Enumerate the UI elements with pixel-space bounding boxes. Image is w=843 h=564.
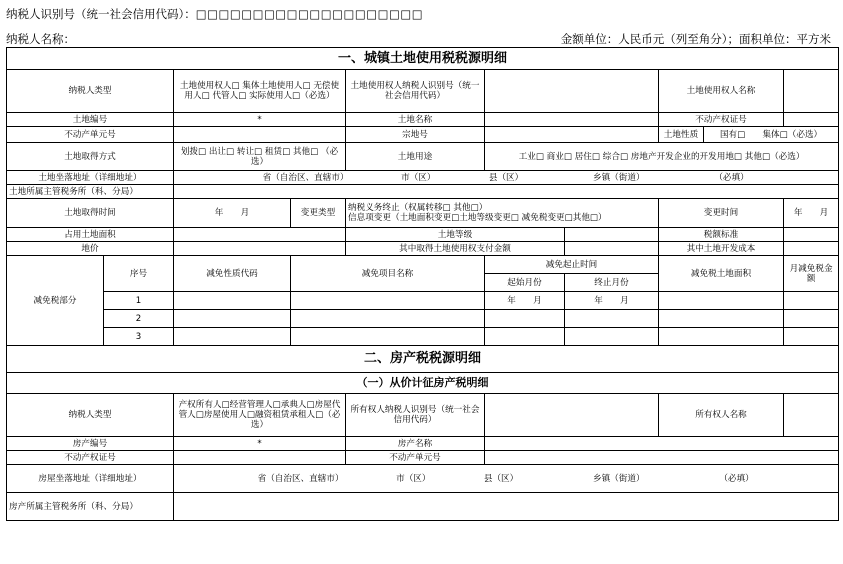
acquire-time-label: 土地取得时间 — [7, 199, 174, 228]
relief-area-input[interactable] — [659, 292, 784, 310]
relief-area-header: 减免税土地面积 — [659, 256, 784, 292]
owner-id-label: 所有权人纳税人识别号（统一社会信用代码） — [346, 394, 485, 437]
taxpayer-name-label: 纳税人名称： — [6, 32, 75, 46]
house-tax-office-label: 房产所属主管税务所（科、分局） — [7, 493, 174, 521]
relief-start-month[interactable] — [485, 310, 565, 328]
land-addr-province: 省（自治区、直辖市） — [262, 172, 349, 183]
land-addr-city: 市（区） — [401, 172, 436, 183]
dev-cost-input[interactable] — [784, 242, 839, 256]
relief-row-seq: 3 — [104, 328, 174, 346]
parcel-label: 宗地号 — [346, 127, 485, 143]
house-realty-unit-label: 不动产单元号 — [346, 451, 485, 465]
house-addr-county: 县（区） — [483, 473, 519, 484]
land-user-name-input[interactable] — [784, 70, 839, 113]
house-subsection-title: （一）从价计征房产税明细 — [7, 373, 839, 394]
relief-item-header: 减免项目名称 — [291, 256, 485, 292]
relief-area-input[interactable] — [659, 328, 784, 346]
relief-row-seq: 1 — [104, 292, 174, 310]
owner-id-input[interactable] — [485, 394, 659, 437]
dev-cost-label: 其中土地开发成本 — [659, 242, 784, 256]
land-price-label: 地价 — [7, 242, 174, 256]
change-type-options[interactable] — [346, 199, 659, 228]
house-address-label: 房屋坐落地址（详细地址） — [7, 465, 174, 493]
monthly-relief-input[interactable] — [784, 328, 839, 346]
house-realty-cert-input[interactable] — [174, 451, 346, 465]
house-section-title: 二、房产税税源明细 — [7, 346, 839, 373]
monthly-relief-input[interactable] — [784, 310, 839, 328]
relief-section-label: 减免税部分 — [7, 256, 104, 346]
house-addr-required: （必填） — [719, 473, 754, 484]
relief-item-input[interactable] — [291, 310, 485, 328]
change-time-value[interactable]: 年 月 — [784, 199, 839, 228]
land-user-name-label: 土地使用权人名称 — [659, 70, 784, 113]
units-note: 金额单位：人民币元（列至角分）；面积单位：平方米 — [560, 32, 831, 46]
taxpayer-id-label: 纳税人识别号（统一社会信用代码）： — [6, 7, 196, 21]
land-nature-label: 土地性质 — [659, 127, 704, 143]
house-no-star: * — [174, 437, 346, 451]
house-addr-city: 市（区） — [396, 473, 431, 484]
relief-seq-header: 序号 — [104, 256, 174, 292]
land-name-input[interactable] — [485, 113, 659, 127]
house-addr-town: 乡镇（街道） — [592, 473, 645, 484]
change-line-termination: 纳税义务终止（权属转移□ 其他□） — [348, 203, 488, 213]
relief-end-month[interactable] — [565, 328, 659, 346]
paid-fee-input[interactable] — [565, 242, 659, 256]
land-no-label: 土地编号 — [7, 113, 174, 127]
relief-end-month[interactable]: 年 月 — [565, 292, 659, 310]
change-time-label: 变更时间 — [659, 199, 784, 228]
tax-source-form — [6, 47, 839, 521]
acquire-options[interactable]: 划拨□ 出让□ 转让□ 租赁□ 其他□ （必选） — [174, 143, 346, 171]
land-no-star: * — [174, 113, 346, 127]
tax-standard-label: 税额标准 — [659, 228, 784, 242]
relief-period-header: 减免起止时间 — [485, 256, 659, 274]
owner-name-input[interactable] — [784, 394, 839, 437]
land-tax-office-input[interactable] — [174, 185, 839, 199]
land-price-input[interactable] — [174, 242, 346, 256]
relief-code-input[interactable] — [174, 292, 291, 310]
land-addr-required: （必填） — [714, 172, 749, 183]
monthly-relief-input[interactable] — [784, 292, 839, 310]
relief-area-input[interactable] — [659, 310, 784, 328]
relief-code-input[interactable] — [174, 310, 291, 328]
acquire-time-value[interactable]: 年 月 — [174, 199, 291, 228]
house-name-label: 房产名称 — [346, 437, 485, 451]
realty-cert-label: 不动产权证号 — [659, 113, 784, 127]
land-addr-town: 乡镇（街道） — [592, 172, 645, 183]
land-use-options[interactable]: 工业□ 商业□ 居住□ 综合□ 房地产开发企业的开发用地□ 其他□（必选） — [485, 143, 839, 171]
acquire-label: 土地取得方式 — [7, 143, 174, 171]
relief-item-input[interactable] — [291, 328, 485, 346]
house-realty-unit-input[interactable] — [485, 451, 839, 465]
house-taxpayer-type-label: 纳税人类型 — [7, 394, 174, 437]
land-taxpayer-type-label: 纳税人类型 — [7, 70, 174, 113]
land-section-title: 一、城镇土地使用税税源明细 — [7, 48, 839, 70]
relief-start-month[interactable]: 年 月 — [485, 292, 565, 310]
relief-end-month[interactable] — [565, 310, 659, 328]
table-row — [7, 310, 839, 328]
taxpayer-id-line — [6, 6, 423, 22]
land-grade-input[interactable] — [565, 228, 659, 242]
start-month-header: 起始月份 — [485, 274, 565, 292]
land-user-id-label: 土地使用权人纳税人识别号（统一社会信用代码） — [346, 70, 485, 113]
house-name-input[interactable] — [485, 437, 839, 451]
table-row — [7, 328, 839, 346]
relief-code-header: 减免性质代码 — [174, 256, 291, 292]
realty-unit-input[interactable] — [174, 127, 346, 143]
table-row — [7, 292, 839, 310]
monthly-relief-header: 月减免税金额 — [784, 256, 839, 292]
occupied-area-label: 占用土地面积 — [7, 228, 174, 242]
land-grade-label: 土地等级 — [346, 228, 565, 242]
paid-fee-label: 其中取得土地使用权支付金额 — [346, 242, 565, 256]
realty-cert-input[interactable] — [784, 113, 839, 127]
relief-code-input[interactable] — [174, 328, 291, 346]
taxpayer-id-boxes[interactable]: □□□□□□□□□□□□□□□□□□□□ — [195, 7, 424, 21]
house-no-label: 房产编号 — [7, 437, 174, 451]
relief-start-month[interactable] — [485, 328, 565, 346]
tax-standard-input[interactable] — [784, 228, 839, 242]
land-nature-options[interactable]: 国有□ 集体□（必选） — [704, 127, 839, 143]
land-address-label: 土地坐落地址（详细地址） — [7, 171, 174, 185]
owner-name-label: 所有权人名称 — [659, 394, 784, 437]
change-type-label: 变更类型 — [291, 199, 346, 228]
land-use-label: 土地用途 — [346, 143, 485, 171]
land-name-label: 土地名称 — [346, 113, 485, 127]
relief-row-seq: 2 — [104, 310, 174, 328]
land-address-fields[interactable] — [174, 171, 839, 185]
house-tax-office-input[interactable] — [174, 493, 839, 521]
parcel-input[interactable] — [485, 127, 659, 143]
land-user-id-input[interactable] — [485, 70, 659, 113]
change-line-info: 信息项变更（土地面积变更□土地等级变更□ 减免税变更□其他□） — [348, 213, 607, 223]
end-month-header: 终止月份 — [565, 274, 659, 292]
realty-unit-label: 不动产单元号 — [7, 127, 174, 143]
land-taxpayer-type-options[interactable]: 土地使用权人□ 集体土地使用人□ 无偿使用人□ 代管人□ 实际使用人□（必选） — [174, 70, 346, 113]
land-addr-county: 县（区） — [488, 172, 524, 183]
relief-item-input[interactable] — [291, 292, 485, 310]
house-address-fields[interactable] — [174, 465, 839, 493]
house-realty-cert-label: 不动产权证号 — [7, 451, 174, 465]
house-addr-province: 省（自治区、直辖市） — [257, 473, 344, 484]
land-tax-office-label: 土地所属主管税务所（科、分局） — [7, 185, 174, 199]
house-taxpayer-type-options[interactable]: 产权所有人□经营管理人□承典人□房屋代管人□房屋使用人□融资租赁承租人□（必选） — [174, 394, 346, 437]
occupied-area-input[interactable] — [174, 228, 346, 242]
